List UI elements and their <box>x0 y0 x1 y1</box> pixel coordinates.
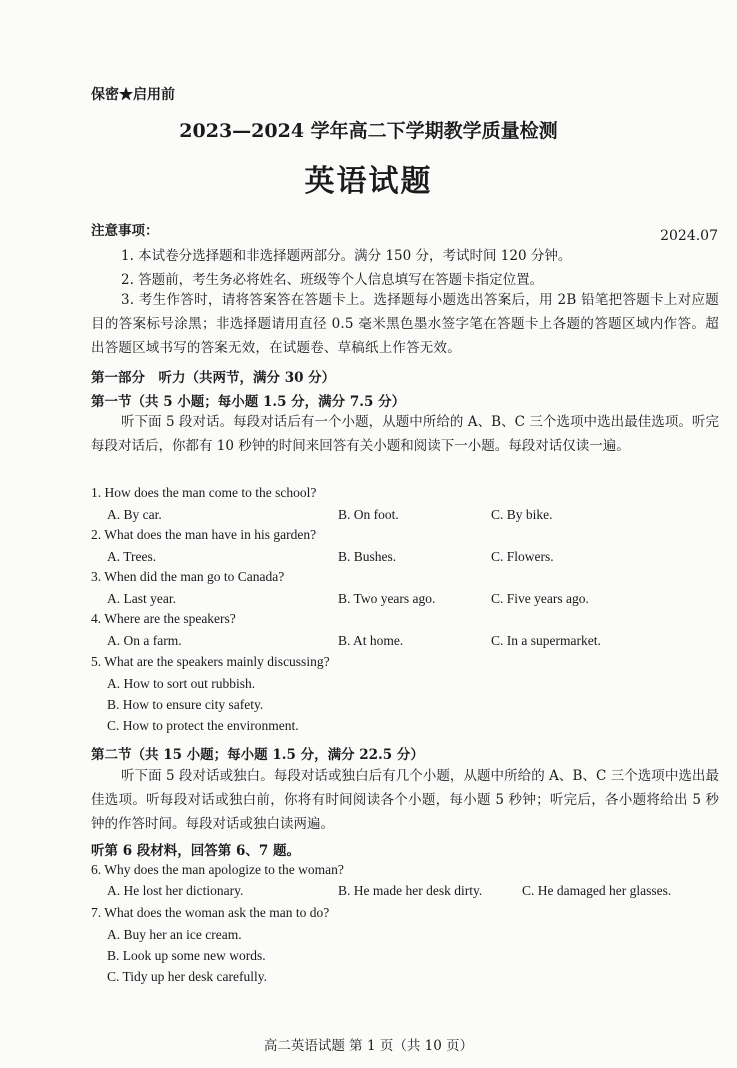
option-b: B. Two years ago. <box>338 591 436 606</box>
section2-heading: 第二节（共 15 小题；每小题 1.5 分，满分 22.5 分） <box>91 747 424 763</box>
option-b: B. On foot. <box>338 507 399 522</box>
classification-label: 保密★启用前 <box>91 87 175 103</box>
notice-item: 3. 考生作答时，请将答案答在答题卡上。选择题每小题选出答案后，用 2B 铅笔把答题卡上对应题目的答案标号涂黑；非选择题请用直径 0.5 毫米黑色墨水签字笔在答题卡上各题的答题区域内作答。超出答题区域书写的答案无效，在试题卷、草稿纸上作答无效。 <box>91 292 719 356</box>
subject-title: 英语试题 <box>304 164 433 199</box>
option-c: C. Tidy up her desk carefully. <box>107 969 267 984</box>
option-a: A. Buy her an ice cream. <box>107 927 242 942</box>
section2-instructions: 听下面 5 段对话或独白。每段对话或独白后有几个小题，从题中所给的 A、B、C 三个选项中选出最佳选项。听每段对话或独白前，你将有时间阅读各个小题，每小题 5 秒钟；听完后，各小题将给出 5 秒钟的作答时间。每段对话或独白读两遍。 <box>91 768 719 832</box>
option-a: A. By car. <box>107 507 162 522</box>
question-6: 6. Why does the man apologize to the woman? <box>91 862 344 877</box>
option-a: A. How to sort out rubbish. <box>107 676 256 691</box>
question-5: 5. What are the speakers mainly discussing? <box>91 654 330 669</box>
option-c: C. He damaged her glasses. <box>522 883 672 898</box>
question-7: 7. What does the woman ask the man to do? <box>91 905 330 920</box>
option-b: B. How to ensure city safety. <box>107 697 264 712</box>
option-c: C. In a supermarket. <box>491 633 601 648</box>
material-label: 听第 6 段材料，回答第 6、7 题。 <box>91 843 300 859</box>
page-footer: 高二英语试题 第 1 页（共 10 页） <box>263 1038 474 1054</box>
option-a: A. He lost her dictionary. <box>107 883 244 898</box>
exam-title: 2023—2024 学年高二下学期教学质量检测 <box>179 120 558 142</box>
exam-date: 2024.07 <box>660 228 718 244</box>
option-c: C. Flowers. <box>491 549 554 564</box>
question-4: 4. Where are the speakers? <box>91 611 236 626</box>
notice-item: 2. 答题前，考生务必将姓名、班级等个人信息填写在答题卡指定位置。 <box>121 272 544 288</box>
question-3: 3. When did the man go to Canada? <box>91 569 285 584</box>
notice-heading: 注意事项： <box>91 223 159 239</box>
option-c: C. How to protect the environment. <box>107 718 299 733</box>
part1-heading: 第一部分 听力（共两节，满分 30 分） <box>91 370 336 386</box>
question-2: 2. What does the man have in his garden? <box>91 527 317 542</box>
option-b: B. He made her desk dirty. <box>338 883 483 898</box>
option-c: C. Five years ago. <box>491 591 589 606</box>
option-b: B. Bushes. <box>338 549 397 564</box>
question-1: 1. How does the man come to the school? <box>91 485 317 500</box>
option-c: C. By bike. <box>491 507 553 522</box>
option-a: A. On a farm. <box>107 633 182 648</box>
section1-instructions: 听下面 5 段对话。每段对话后有一个小题，从题中所给的 A、B、C 三个选项中选出最佳选项。听完每段对话后，你都有 10 秒钟的时间来回答有关小题和阅读下一小题。每段对话仅读一遍。 <box>91 414 719 454</box>
option-a: A. Last year. <box>107 591 176 606</box>
option-a: A. Trees. <box>107 549 157 564</box>
option-b: B. At home. <box>338 633 404 648</box>
section1-heading: 第一节（共 5 小题；每小题 1.5 分，满分 7.5 分） <box>91 394 406 410</box>
notice-item: 1. 本试卷分选择题和非选择题两部分。满分 150 分，考试时间 120 分钟。 <box>121 248 572 264</box>
option-b: B. Look up some new words. <box>107 948 266 963</box>
